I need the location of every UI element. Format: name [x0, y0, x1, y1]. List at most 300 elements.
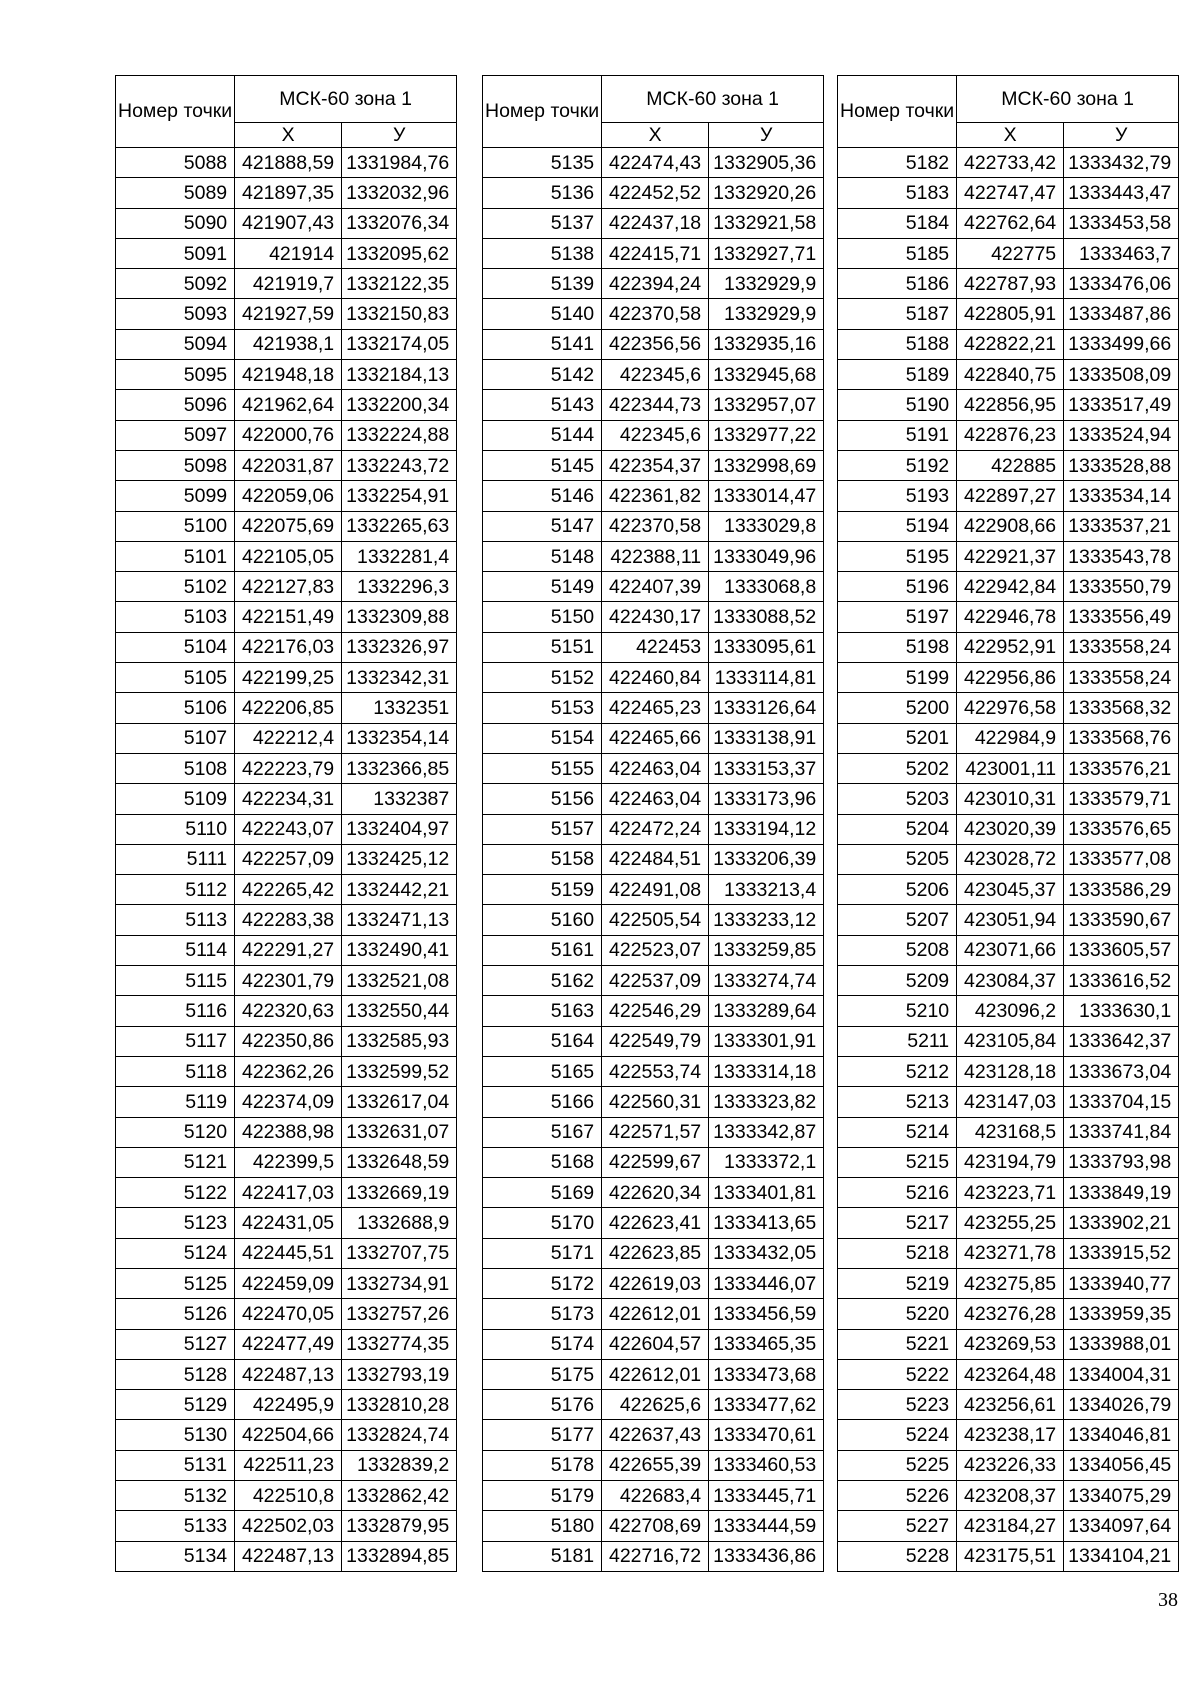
y-coordinate-cell: 1333642,37 [1064, 1026, 1179, 1056]
y-coordinate-cell: 1333153,37 [709, 753, 824, 783]
point-number-cell: 5198 [838, 632, 957, 662]
x-coordinate-cell: 422345,6 [602, 360, 709, 390]
point-number-cell: 5144 [483, 420, 602, 450]
y-coordinate-cell: 1332521,08 [342, 966, 457, 996]
x-coordinate-cell: 422453 [602, 632, 709, 662]
x-coordinate-cell: 423010,31 [957, 784, 1064, 814]
x-coordinate-cell: 422510,8 [235, 1481, 342, 1511]
y-coordinate-cell: 1332387 [342, 784, 457, 814]
table-row [116, 905, 457, 935]
x-coordinate-cell: 422460,84 [602, 663, 709, 693]
table-row [838, 541, 1179, 571]
table-row [116, 1178, 457, 1208]
x-coordinate-cell: 422787,93 [957, 269, 1064, 299]
point-number-cell: 5215 [838, 1147, 957, 1177]
point-number-cell: 5187 [838, 299, 957, 329]
x-coordinate-cell: 423168,5 [957, 1117, 1064, 1147]
table-row [483, 1147, 824, 1177]
point-number-cell: 5118 [116, 1056, 235, 1086]
point-number-cell: 5176 [483, 1390, 602, 1420]
point-number-cell: 5158 [483, 844, 602, 874]
point-number-cell: 5226 [838, 1481, 957, 1511]
y-coordinate-cell: 1333114,81 [709, 663, 824, 693]
table-row [838, 390, 1179, 420]
y-coordinate-cell: 1333463,7 [1064, 238, 1179, 268]
table-row [838, 148, 1179, 178]
x-coordinate-cell: 422942,84 [957, 572, 1064, 602]
x-coordinate-cell: 422604,57 [602, 1329, 709, 1359]
y-coordinate-cell: 1333556,49 [1064, 602, 1179, 632]
point-number-cell: 5177 [483, 1420, 602, 1450]
y-coordinate-cell: 1333524,94 [1064, 420, 1179, 450]
point-number-cell: 5138 [483, 238, 602, 268]
x-coordinate-cell: 422243,07 [235, 814, 342, 844]
table-row [483, 238, 824, 268]
y-coordinate-cell: 1333915,52 [1064, 1238, 1179, 1268]
x-coordinate-cell: 423001,11 [957, 753, 1064, 783]
table-row [838, 632, 1179, 662]
x-coordinate-cell: 422459,09 [235, 1268, 342, 1298]
y-coordinate-cell: 1333534,14 [1064, 481, 1179, 511]
y-coordinate-cell: 1334075,29 [1064, 1481, 1179, 1511]
table-row [838, 1450, 1179, 1480]
x-coordinate-cell: 423271,78 [957, 1238, 1064, 1268]
y-coordinate-cell: 1332957,07 [709, 390, 824, 420]
point-number-cell: 5173 [483, 1299, 602, 1329]
table-row [116, 1208, 457, 1238]
table-row [838, 481, 1179, 511]
y-coordinate-cell: 1332774,35 [342, 1329, 457, 1359]
x-coordinate-cell: 422511,23 [235, 1450, 342, 1480]
x-coordinate-cell: 422370,58 [602, 511, 709, 541]
y-coordinate-cell: 1332243,72 [342, 450, 457, 480]
y-coordinate-cell: 1334104,21 [1064, 1541, 1179, 1571]
x-coordinate-cell: 422000,76 [235, 420, 342, 450]
table-row [483, 1541, 824, 1571]
x-coordinate-cell: 422465,66 [602, 723, 709, 753]
x-coordinate-cell: 422612,01 [602, 1299, 709, 1329]
point-number-cell: 5130 [116, 1420, 235, 1450]
x-coordinate-cell: 422407,39 [602, 572, 709, 602]
x-coordinate-cell: 422885 [957, 450, 1064, 480]
point-number-cell: 5213 [838, 1087, 957, 1117]
table-row [838, 1147, 1179, 1177]
point-number-cell: 5106 [116, 693, 235, 723]
table-row [483, 511, 824, 541]
y-coordinate-cell: 1333289,64 [709, 996, 824, 1026]
x-coordinate-cell: 422560,31 [602, 1087, 709, 1117]
x-coordinate-cell: 422445,51 [235, 1238, 342, 1268]
y-coordinate-cell: 1332757,26 [342, 1299, 457, 1329]
point-number-cell: 5157 [483, 814, 602, 844]
y-coordinate-cell: 1332585,93 [342, 1026, 457, 1056]
point-number-cell: 5219 [838, 1268, 957, 1298]
x-coordinate-cell: 422394,24 [602, 269, 709, 299]
point-number-cell: 5174 [483, 1329, 602, 1359]
table-row [116, 1299, 457, 1329]
x-coordinate-cell: 422856,95 [957, 390, 1064, 420]
table-row [838, 1268, 1179, 1298]
table-row [838, 1178, 1179, 1208]
y-coordinate-cell: 1333940,77 [1064, 1268, 1179, 1298]
y-column-header: У [709, 123, 824, 148]
table-row [116, 693, 457, 723]
table-row [483, 1390, 824, 1420]
x-coordinate-cell: 422921,37 [957, 541, 1064, 571]
table-row [116, 1329, 457, 1359]
point-number-cell: 5227 [838, 1511, 957, 1541]
x-coordinate-cell: 422470,05 [235, 1299, 342, 1329]
table-row [116, 1481, 457, 1511]
point-number-cell: 5121 [116, 1147, 235, 1177]
x-coordinate-cell: 422637,43 [602, 1420, 709, 1450]
point-number-cell: 5117 [116, 1026, 235, 1056]
table-row [483, 1087, 824, 1117]
table-row [116, 1087, 457, 1117]
table-row [116, 450, 457, 480]
table-row [116, 632, 457, 662]
point-number-header: Номер точки [483, 76, 602, 148]
x-coordinate-cell: 422176,03 [235, 632, 342, 662]
point-number-cell: 5128 [116, 1359, 235, 1389]
y-coordinate-cell: 1333537,21 [1064, 511, 1179, 541]
point-number-cell: 5131 [116, 1450, 235, 1480]
table-row [116, 814, 457, 844]
y-column-header: У [342, 123, 457, 148]
x-coordinate-cell: 422463,04 [602, 753, 709, 783]
table-row [116, 238, 457, 268]
table-row [483, 935, 824, 965]
x-coordinate-cell: 422474,43 [602, 148, 709, 178]
table-row [483, 814, 824, 844]
x-coordinate-cell: 422805,91 [957, 299, 1064, 329]
point-number-cell: 5191 [838, 420, 957, 450]
x-coordinate-cell: 422059,06 [235, 481, 342, 511]
y-coordinate-cell: 1333704,15 [1064, 1087, 1179, 1117]
x-coordinate-cell: 423194,79 [957, 1147, 1064, 1177]
table-row [116, 1117, 457, 1147]
x-coordinate-cell: 422151,49 [235, 602, 342, 632]
x-coordinate-cell: 422370,58 [602, 299, 709, 329]
x-coordinate-cell: 422344,73 [602, 390, 709, 420]
y-coordinate-cell: 1333543,78 [1064, 541, 1179, 571]
point-number-cell: 5165 [483, 1056, 602, 1086]
table-row [483, 996, 824, 1026]
x-coordinate-cell: 423175,51 [957, 1541, 1064, 1571]
table-row [838, 269, 1179, 299]
table-row [116, 784, 457, 814]
point-number-cell: 5101 [116, 541, 235, 571]
y-coordinate-cell: 1332599,52 [342, 1056, 457, 1086]
table-row [483, 1359, 824, 1389]
table-row [483, 208, 824, 238]
x-coordinate-cell: 422946,78 [957, 602, 1064, 632]
table-row [483, 1056, 824, 1086]
y-coordinate-cell: 1333049,96 [709, 541, 824, 571]
x-coordinate-cell: 422199,25 [235, 663, 342, 693]
x-coordinate-cell: 422472,24 [602, 814, 709, 844]
table-row [116, 996, 457, 1026]
coordinates-table-3 [837, 75, 1179, 1572]
table-row [116, 541, 457, 571]
y-coordinate-cell: 1332351 [342, 693, 457, 723]
table-row [838, 723, 1179, 753]
x-column-header: Х [957, 123, 1064, 148]
y-coordinate-cell: 1333476,06 [1064, 269, 1179, 299]
point-number-cell: 5108 [116, 753, 235, 783]
y-coordinate-cell: 1333206,39 [709, 844, 824, 874]
x-coordinate-cell: 423208,37 [957, 1481, 1064, 1511]
x-coordinate-cell: 422619,03 [602, 1268, 709, 1298]
y-coordinate-cell: 1333314,18 [709, 1056, 824, 1086]
y-coordinate-cell: 1332945,68 [709, 360, 824, 390]
point-number-cell: 5145 [483, 450, 602, 480]
x-coordinate-cell: 422465,23 [602, 693, 709, 723]
x-coordinate-cell: 422747,47 [957, 178, 1064, 208]
point-number-cell: 5135 [483, 148, 602, 178]
table-row [116, 935, 457, 965]
point-number-cell: 5091 [116, 238, 235, 268]
y-coordinate-cell: 1333095,61 [709, 632, 824, 662]
point-number-cell: 5149 [483, 572, 602, 602]
y-coordinate-cell: 1334004,31 [1064, 1359, 1179, 1389]
x-coordinate-cell: 422716,72 [602, 1541, 709, 1571]
point-number-cell: 5159 [483, 875, 602, 905]
x-coordinate-cell: 422374,09 [235, 1087, 342, 1117]
y-coordinate-cell: 1333586,29 [1064, 875, 1179, 905]
table-row [838, 1511, 1179, 1541]
point-number-cell: 5211 [838, 1026, 957, 1056]
point-number-cell: 5092 [116, 269, 235, 299]
table-row [483, 632, 824, 662]
x-coordinate-cell: 422234,31 [235, 784, 342, 814]
x-coordinate-cell: 421888,59 [235, 148, 342, 178]
table-row [483, 450, 824, 480]
point-number-cell: 5194 [838, 511, 957, 541]
y-coordinate-cell: 1333576,65 [1064, 814, 1179, 844]
point-number-cell: 5143 [483, 390, 602, 420]
point-number-cell: 5096 [116, 390, 235, 420]
point-number-cell: 5181 [483, 1541, 602, 1571]
y-coordinate-cell: 1333342,87 [709, 1117, 824, 1147]
table-row [116, 572, 457, 602]
x-coordinate-cell: 422075,69 [235, 511, 342, 541]
table-row [838, 663, 1179, 693]
table-row [116, 481, 457, 511]
y-coordinate-cell: 1333465,35 [709, 1329, 824, 1359]
table-row [116, 1359, 457, 1389]
y-coordinate-cell: 1332905,36 [709, 148, 824, 178]
point-number-cell: 5209 [838, 966, 957, 996]
point-number-cell: 5119 [116, 1087, 235, 1117]
x-coordinate-cell: 423275,85 [957, 1268, 1064, 1298]
x-coordinate-cell: 422430,17 [602, 602, 709, 632]
point-number-cell: 5147 [483, 511, 602, 541]
point-number-cell: 5196 [838, 572, 957, 602]
table-row [116, 1511, 457, 1541]
y-coordinate-cell: 1332862,42 [342, 1481, 457, 1511]
table-row [838, 602, 1179, 632]
y-coordinate-cell: 1332184,13 [342, 360, 457, 390]
y-coordinate-cell: 1332839,2 [342, 1450, 457, 1480]
table-row [483, 844, 824, 874]
table-row [116, 178, 457, 208]
point-number-cell: 5099 [116, 481, 235, 511]
y-coordinate-cell: 1333477,62 [709, 1390, 824, 1420]
point-number-cell: 5175 [483, 1359, 602, 1389]
point-number-cell: 5107 [116, 723, 235, 753]
point-number-cell: 5089 [116, 178, 235, 208]
y-coordinate-cell: 1333959,35 [1064, 1299, 1179, 1329]
x-coordinate-cell: 422301,79 [235, 966, 342, 996]
x-coordinate-cell: 422127,83 [235, 572, 342, 602]
x-coordinate-cell: 422291,27 [235, 935, 342, 965]
point-number-cell: 5123 [116, 1208, 235, 1238]
x-coordinate-cell: 423096,2 [957, 996, 1064, 1026]
x-coordinate-cell: 422546,29 [602, 996, 709, 1026]
table-row [838, 329, 1179, 359]
point-number-cell: 5113 [116, 905, 235, 935]
table-row [838, 420, 1179, 450]
x-coordinate-cell: 422257,09 [235, 844, 342, 874]
x-coordinate-cell: 422031,87 [235, 450, 342, 480]
point-number-cell: 5127 [116, 1329, 235, 1359]
x-coordinate-cell: 422356,56 [602, 329, 709, 359]
y-coordinate-cell: 1332631,07 [342, 1117, 457, 1147]
point-number-cell: 5129 [116, 1390, 235, 1420]
table-row [116, 1390, 457, 1420]
y-coordinate-cell: 1332490,41 [342, 935, 457, 965]
x-coordinate-cell: 422463,04 [602, 784, 709, 814]
x-coordinate-cell: 423276,28 [957, 1299, 1064, 1329]
point-number-cell: 5115 [116, 966, 235, 996]
y-coordinate-cell: 1333558,24 [1064, 632, 1179, 662]
x-coordinate-cell: 422487,13 [235, 1359, 342, 1389]
y-coordinate-cell: 1332879,95 [342, 1511, 457, 1541]
point-number-cell: 5201 [838, 723, 957, 753]
point-number-cell: 5095 [116, 360, 235, 390]
table-row [116, 148, 457, 178]
table-row [116, 1541, 457, 1571]
y-coordinate-cell: 1332998,69 [709, 450, 824, 480]
x-coordinate-cell: 422362,26 [235, 1056, 342, 1086]
x-coordinate-cell: 422537,09 [602, 966, 709, 996]
y-coordinate-cell: 1332122,35 [342, 269, 457, 299]
table-row [838, 905, 1179, 935]
point-number-cell: 5178 [483, 1450, 602, 1480]
x-coordinate-cell: 422549,79 [602, 1026, 709, 1056]
x-coordinate-cell: 422354,37 [602, 450, 709, 480]
table-row [838, 875, 1179, 905]
x-coordinate-cell: 422388,11 [602, 541, 709, 571]
y-coordinate-cell: 1332793,19 [342, 1359, 457, 1389]
y-coordinate-cell: 1333233,12 [709, 905, 824, 935]
x-coordinate-cell: 421938,1 [235, 329, 342, 359]
y-coordinate-cell: 1332296,3 [342, 572, 457, 602]
y-coordinate-cell: 1334026,79 [1064, 1390, 1179, 1420]
x-coordinate-cell: 423051,94 [957, 905, 1064, 935]
y-coordinate-cell: 1333413,65 [709, 1208, 824, 1238]
table-row [838, 693, 1179, 723]
y-coordinate-cell: 1332354,14 [342, 723, 457, 753]
x-coordinate-cell: 422908,66 [957, 511, 1064, 541]
table-row [838, 1238, 1179, 1268]
point-number-cell: 5217 [838, 1208, 957, 1238]
point-number-cell: 5155 [483, 753, 602, 783]
y-coordinate-cell: 1332471,13 [342, 905, 457, 935]
x-coordinate-cell: 422775 [957, 238, 1064, 268]
table-row [483, 966, 824, 996]
y-coordinate-cell: 1333301,91 [709, 1026, 824, 1056]
y-column-header: У [1064, 123, 1179, 148]
x-coordinate-cell: 422623,85 [602, 1238, 709, 1268]
point-number-cell: 5156 [483, 784, 602, 814]
x-coordinate-cell: 422361,82 [602, 481, 709, 511]
x-coordinate-cell: 422625,6 [602, 1390, 709, 1420]
y-coordinate-cell: 1333605,57 [1064, 935, 1179, 965]
point-number-cell: 5212 [838, 1056, 957, 1086]
table-row [116, 390, 457, 420]
y-coordinate-cell: 1332550,44 [342, 996, 457, 1026]
x-coordinate-cell: 422553,74 [602, 1056, 709, 1086]
table-row [116, 269, 457, 299]
point-number-cell: 5152 [483, 663, 602, 693]
point-number-cell: 5223 [838, 1390, 957, 1420]
x-coordinate-cell: 422491,08 [602, 875, 709, 905]
table-row [116, 844, 457, 874]
y-coordinate-cell: 1332810,28 [342, 1390, 457, 1420]
point-number-cell: 5153 [483, 693, 602, 723]
table-row [116, 1147, 457, 1177]
x-coordinate-cell: 421897,35 [235, 178, 342, 208]
table-row [838, 1481, 1179, 1511]
y-coordinate-cell: 1332309,88 [342, 602, 457, 632]
y-coordinate-cell: 1333568,76 [1064, 723, 1179, 753]
y-coordinate-cell: 1333470,61 [709, 1420, 824, 1450]
point-number-cell: 5132 [116, 1481, 235, 1511]
point-number-cell: 5098 [116, 450, 235, 480]
table-row [116, 966, 457, 996]
x-coordinate-cell: 423226,33 [957, 1450, 1064, 1480]
y-coordinate-cell: 1332977,22 [709, 420, 824, 450]
table-row [116, 1420, 457, 1450]
point-number-cell: 5103 [116, 602, 235, 632]
table-row [116, 1026, 457, 1056]
y-coordinate-cell: 1333576,21 [1064, 753, 1179, 783]
table-row [483, 753, 824, 783]
point-number-cell: 5162 [483, 966, 602, 996]
table-row [483, 360, 824, 390]
point-number-cell: 5100 [116, 511, 235, 541]
point-number-cell: 5142 [483, 360, 602, 390]
point-number-cell: 5193 [838, 481, 957, 511]
y-coordinate-cell: 1332281,4 [342, 541, 457, 571]
point-number-cell: 5200 [838, 693, 957, 723]
point-number-cell: 5188 [838, 329, 957, 359]
x-coordinate-cell: 422495,9 [235, 1390, 342, 1420]
y-coordinate-cell: 1332920,26 [709, 178, 824, 208]
point-number-cell: 5160 [483, 905, 602, 935]
table-row [838, 1087, 1179, 1117]
y-coordinate-cell: 1332326,97 [342, 632, 457, 662]
x-coordinate-cell: 423256,61 [957, 1390, 1064, 1420]
point-number-cell: 5205 [838, 844, 957, 874]
y-coordinate-cell: 1332648,59 [342, 1147, 457, 1177]
table-row [483, 1026, 824, 1056]
x-coordinate-cell: 421948,18 [235, 360, 342, 390]
point-number-cell: 5170 [483, 1208, 602, 1238]
point-number-cell: 5182 [838, 148, 957, 178]
